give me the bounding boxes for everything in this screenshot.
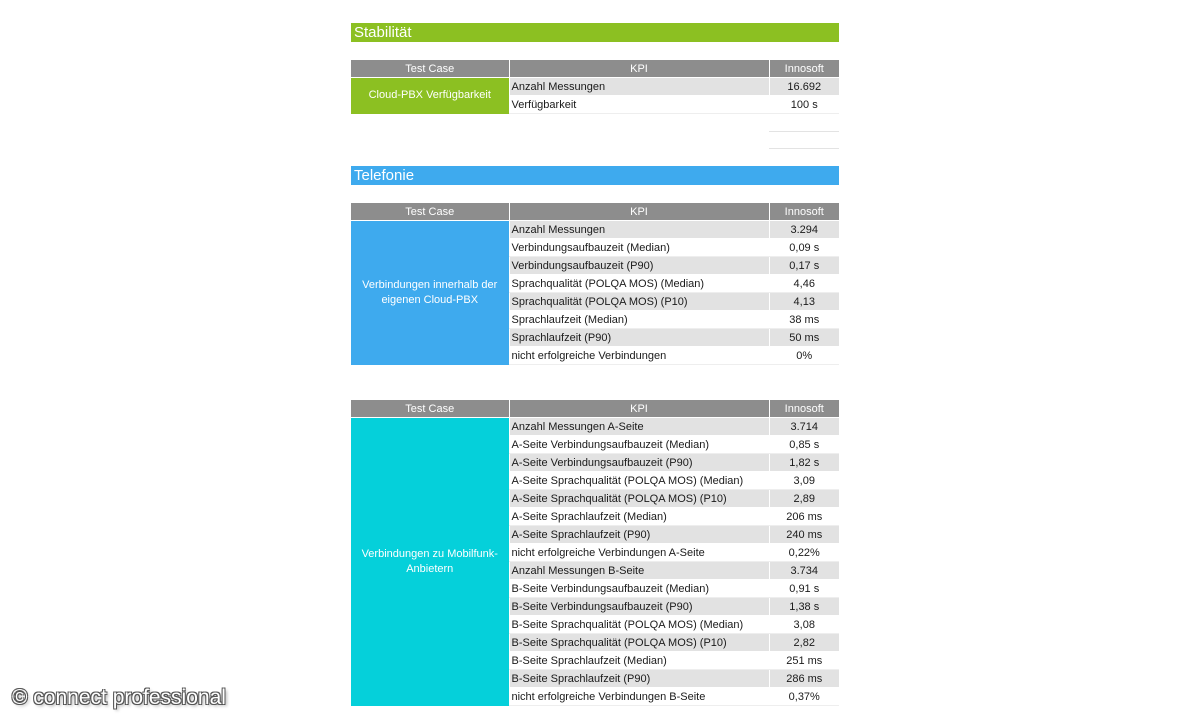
kpi-value: 286 ms — [769, 670, 839, 688]
header-test-case: Test Case — [351, 400, 509, 418]
kpi-value: 3.294 — [769, 221, 839, 239]
header-kpi: KPI — [509, 400, 769, 418]
section-title-telefonie: Telefonie — [351, 166, 839, 185]
kpi-label: A-Seite Verbindungsaufbauzeit (P90) — [509, 454, 769, 472]
kpi-label: A-Seite Sprachqualität (POLQA MOS) (Median) — [509, 472, 769, 490]
kpi-label: Sprachlaufzeit (P90) — [509, 329, 769, 347]
header-vendor: Innosoft — [769, 400, 839, 418]
kpi-value: 3.714 — [769, 418, 839, 436]
table-stabilitaet — [351, 60, 839, 114]
test-case-label: Verbindungen innerhalb der eigenen Cloud-PBX — [351, 221, 509, 365]
kpi-value: 2,82 — [769, 634, 839, 652]
kpi-label: Verfügbarkeit — [509, 96, 769, 114]
kpi-value: 0,09 s — [769, 239, 839, 257]
kpi-label: B-Seite Sprachqualität (POLQA MOS) (P10) — [509, 634, 769, 652]
kpi-value: 3,08 — [769, 616, 839, 634]
kpi-value: 2,89 — [769, 490, 839, 508]
kpi-value: 4,46 — [769, 275, 839, 293]
header-kpi: KPI — [509, 203, 769, 221]
kpi-value: 100 s — [769, 96, 839, 114]
kpi-label: Sprachqualität (POLQA MOS) (Median) — [509, 275, 769, 293]
results-sheet — [351, 23, 839, 706]
kpi-value: 251 ms — [769, 652, 839, 670]
table-row — [351, 221, 839, 239]
kpi-label: A-Seite Verbindungsaufbauzeit (Median) — [509, 436, 769, 454]
kpi-value: 1,38 s — [769, 598, 839, 616]
kpi-value: 38 ms — [769, 311, 839, 329]
kpi-value: 0% — [769, 347, 839, 365]
kpi-value: 1,82 s — [769, 454, 839, 472]
kpi-label: B-Seite Verbindungsaufbauzeit (P90) — [509, 598, 769, 616]
kpi-value: 0,85 s — [769, 436, 839, 454]
kpi-value: 0,17 s — [769, 257, 839, 275]
test-case-label: Cloud-PBX Verfügbarkeit — [351, 78, 509, 114]
kpi-value: 4,13 — [769, 293, 839, 311]
kpi-label: Anzahl Messungen — [509, 221, 769, 239]
kpi-label: A-Seite Sprachlaufzeit (P90) — [509, 526, 769, 544]
header-vendor: Innosoft — [769, 60, 839, 78]
kpi-label: B-Seite Verbindungsaufbauzeit (Median) — [509, 580, 769, 598]
kpi-value: 0,22% — [769, 544, 839, 562]
kpi-label: Sprachlaufzeit (Median) — [509, 311, 769, 329]
kpi-label: A-Seite Sprachqualität (POLQA MOS) (P10) — [509, 490, 769, 508]
header-test-case: Test Case — [351, 60, 509, 78]
kpi-label: nicht erfolgreiche Verbindungen — [509, 347, 769, 365]
kpi-label: Verbindungsaufbauzeit (Median) — [509, 239, 769, 257]
kpi-label: Anzahl Messungen B-Seite — [509, 562, 769, 580]
kpi-value: 206 ms — [769, 508, 839, 526]
kpi-label: B-Seite Sprachlaufzeit (Median) — [509, 652, 769, 670]
spacer — [351, 365, 839, 400]
header-test-case: Test Case — [351, 203, 509, 221]
test-case-label: Verbindungen zu Mobilfunk-Anbietern — [351, 418, 509, 706]
kpi-label: nicht erfolgreiche Verbindungen B-Seite — [509, 688, 769, 706]
kpi-label: nicht erfolgreiche Verbindungen A-Seite — [509, 544, 769, 562]
kpi-value: 3,09 — [769, 472, 839, 490]
kpi-value: 16.692 — [769, 78, 839, 96]
kpi-label: Anzahl Messungen A-Seite — [509, 418, 769, 436]
table-row — [351, 418, 839, 436]
table-telefonie-mobilfunk — [351, 400, 839, 706]
kpi-label: Anzahl Messungen — [509, 78, 769, 96]
section-title-stabilitaet: Stabilität — [351, 23, 839, 42]
table-row — [351, 78, 839, 96]
kpi-label: B-Seite Sprachlaufzeit (P90) — [509, 670, 769, 688]
kpi-value: 240 ms — [769, 526, 839, 544]
kpi-label: A-Seite Sprachlaufzeit (Median) — [509, 508, 769, 526]
divider — [769, 131, 839, 132]
spacer — [351, 114, 839, 166]
kpi-value: 0,37% — [769, 688, 839, 706]
copyright-watermark: © connect professional — [12, 686, 226, 709]
kpi-value: 50 ms — [769, 329, 839, 347]
header-kpi: KPI — [509, 60, 769, 78]
kpi-label: Sprachqualität (POLQA MOS) (P10) — [509, 293, 769, 311]
kpi-label: Verbindungsaufbauzeit (P90) — [509, 257, 769, 275]
divider — [769, 148, 839, 149]
kpi-value: 0,91 s — [769, 580, 839, 598]
header-vendor: Innosoft — [769, 203, 839, 221]
kpi-label: B-Seite Sprachqualität (POLQA MOS) (Median) — [509, 616, 769, 634]
table-telefonie-intern — [351, 203, 839, 365]
kpi-value: 3.734 — [769, 562, 839, 580]
